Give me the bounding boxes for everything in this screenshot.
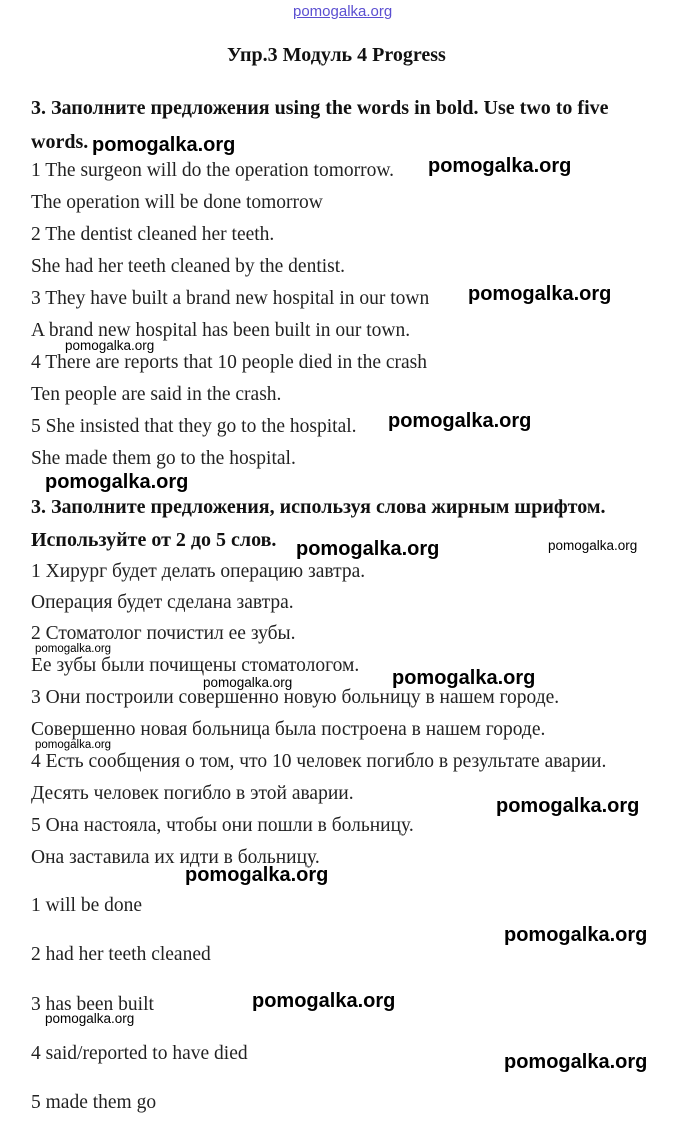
- page-title: Упр.3 Модуль 4 Progress: [227, 44, 446, 66]
- answer-item: 5 made them go: [31, 1092, 157, 1113]
- russian-instruction-line2: Используйте от 2 до 5 слов.: [31, 529, 277, 551]
- russian-line: Операция будет сделана завтра.: [31, 592, 294, 613]
- russian-line: Ее зубы были почищены стоматологом.: [31, 655, 360, 676]
- watermark: pomogalka.org: [45, 1011, 135, 1026]
- watermark: pomogalka.org: [496, 795, 640, 817]
- watermark: pomogalka.org: [504, 924, 648, 946]
- watermark: pomogalka.org: [504, 1051, 648, 1073]
- russian-line: Она заставила их идти в больницу.: [31, 847, 320, 868]
- russian-line: Десять человек погибло в этой аварии.: [31, 783, 354, 804]
- watermark: pomogalka.org: [35, 739, 112, 751]
- watermark: pomogalka.org: [548, 538, 638, 553]
- english-line: 2 The dentist cleaned her teeth.: [31, 224, 275, 245]
- watermark: pomogalka.org: [185, 864, 329, 886]
- english-line: 4 There are reports that 10 people died in the crash: [31, 352, 427, 373]
- watermark: pomogalka.org: [392, 667, 536, 689]
- watermark: pomogalka.org: [35, 643, 112, 655]
- watermark: pomogalka.org: [65, 338, 155, 353]
- russian-line: 5 Она настояла, чтобы они пошли в больницу.: [31, 815, 414, 836]
- english-line: She made them go to the hospital.: [31, 448, 296, 469]
- answer-item: 1 will be done: [31, 895, 143, 916]
- english-line: Ten people are said in the crash.: [31, 384, 282, 405]
- answer-item: 4 said/reported to have died: [31, 1043, 248, 1064]
- answer-item: 3 has been built: [31, 994, 154, 1015]
- english-line: 1 The surgeon will do the operation tomorrow.: [31, 160, 395, 181]
- watermark: pomogalka.org: [252, 990, 396, 1012]
- watermark: pomogalka.org: [92, 134, 236, 156]
- english-line: 3 They have built a brand new hospital in our town: [31, 288, 430, 309]
- watermark: pomogalka.org: [468, 283, 612, 305]
- russian-line: 4 Есть сообщения о том, что 10 человек погибло в результате аварии.: [31, 751, 607, 772]
- russian-line: 1 Хирург будет делать операцию завтра.: [31, 561, 366, 582]
- watermark: pomogalka.org: [203, 675, 293, 690]
- russian-line: 2 Стоматолог почистил ее зубы.: [31, 623, 296, 644]
- watermark: pomogalka.org: [388, 410, 532, 432]
- watermark: pomogalka.org: [428, 155, 572, 177]
- english-instruction-line1: 3. Заполните предложения using the words in bold. Use two to five: [31, 97, 609, 119]
- english-line: 5 She insisted that they go to the hospital.: [31, 416, 357, 437]
- english-line: A brand new hospital has been built in our town.: [31, 320, 411, 341]
- site-link[interactable]: pomogalka.org: [293, 3, 393, 20]
- russian-line: Совершенно новая больница была построена в нашем городе.: [31, 719, 546, 740]
- watermark: pomogalka.org: [296, 538, 440, 560]
- answer-item: 2 had her teeth cleaned: [31, 944, 211, 965]
- english-line: The operation will be done tomorrow: [31, 192, 323, 213]
- english-line: She had her teeth cleaned by the dentist.: [31, 256, 346, 277]
- russian-line: 3 Они построили совершенно новую больницу в нашем городе.: [31, 687, 560, 708]
- watermark: pomogalka.org: [45, 471, 189, 493]
- russian-instruction-line1: 3. Заполните предложения, используя слова жирным шрифтом.: [31, 496, 606, 518]
- english-instruction-line2: words.: [31, 131, 89, 153]
